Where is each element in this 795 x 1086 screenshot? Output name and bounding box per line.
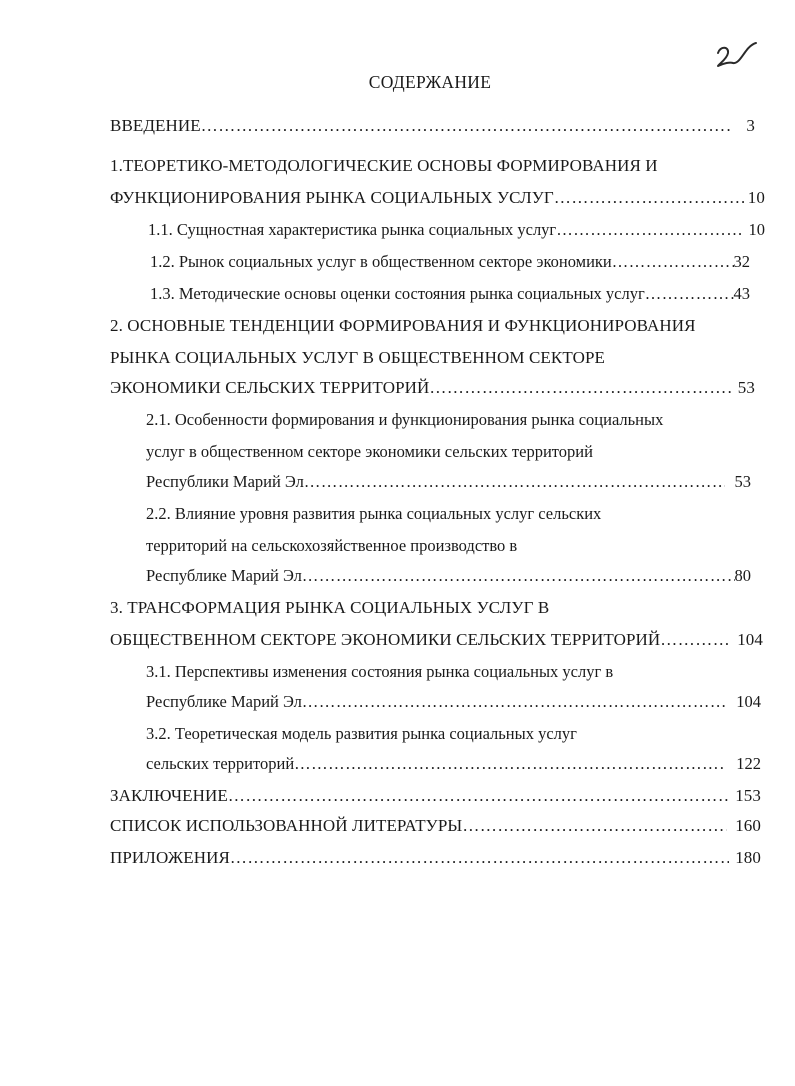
- toc-entry-page: 53: [737, 378, 755, 397]
- toc-entry-text: ФУНКЦИОНИРОВАНИЯ РЫНКА СОЦИАЛЬНЫХ УСЛУГ: [110, 188, 554, 207]
- toc-entry-page: 153: [735, 786, 761, 805]
- toc-entry-section-1-3[interactable]: [150, 282, 750, 306]
- toc-entry-section-3-2[interactable]: [146, 752, 761, 776]
- toc-entry-introduction[interactable]: [110, 114, 755, 138]
- toc-entry-section-2-2[interactable]: [146, 564, 751, 588]
- toc-chapter-2-line-2: РЫНКА СОЦИАЛЬНЫХ УСЛУГ В ОБЩЕСТВЕННОМ СЕКТОРЕ: [110, 348, 606, 367]
- toc-entry-text: Республике Марий Эл: [146, 692, 302, 711]
- toc-entry-text: Республики Марий Эл: [146, 472, 304, 491]
- toc-chapter-2-line-1: 2. ОСНОВНЫЕ ТЕНДЕНЦИИ ФОРМИРОВАНИЯ И ФУНКЦИОНИРОВАНИЯ: [110, 316, 696, 335]
- toc-section-3-2-line-1: 3.2. Теоретическая модель развития рынка социальных услуг: [146, 724, 577, 743]
- dot-leader: [228, 784, 731, 808]
- toc-entry-text: ОБЩЕСТВЕННОМ СЕКТОРЕ ЭКОНОМИКИ СЕЛЬСКИХ ТЕРРИТОРИЙ: [110, 630, 661, 649]
- toc-entry-page: 10: [747, 188, 765, 207]
- handwritten-page-number: [712, 38, 760, 74]
- toc-entry-page: 53: [734, 472, 751, 491]
- toc-entry-section-3-1[interactable]: [146, 690, 761, 714]
- toc-entry-text: ПРИЛОЖЕНИЯ: [110, 848, 230, 867]
- toc-entry-chapter-3[interactable]: [110, 628, 763, 652]
- dot-leader: [429, 376, 733, 400]
- toc-entry-section-1-2[interactable]: [150, 250, 750, 274]
- toc-entry-section-1-1[interactable]: [148, 218, 765, 242]
- toc-section-2-2-line-2: территорий на сельскохозяйственное производство в: [146, 536, 518, 555]
- toc-section-2-2-line-1: 2.2. Влияние уровня развития рынка социальных услуг сельских: [146, 504, 602, 523]
- toc-section-2-1-line-1: 2.1. Особенности формирования и функционирования рынка социальных: [146, 410, 664, 429]
- dot-leader: [230, 846, 729, 870]
- toc-entry-text: ЗАКЛЮЧЕНИЕ: [110, 786, 228, 805]
- toc-entry-page: 3: [746, 116, 755, 135]
- toc-chapter-1-line-1: 1.ТЕОРЕТИКО-МЕТОДОЛОГИЧЕСКИЕ ОСНОВЫ ФОРМИРОВАНИЯ И: [110, 156, 658, 175]
- toc-chapter-3-line-1: 3. ТРАНСФОРМАЦИЯ РЫНКА СОЦИАЛЬНЫХ УСЛУГ В: [110, 598, 550, 617]
- toc-entry-section-2-1[interactable]: [146, 470, 751, 494]
- toc-entry-page: 160: [735, 816, 761, 835]
- toc-section-2-1-line-2: услуг в общественном секторе экономики сельских территорий: [146, 442, 593, 461]
- dot-leader: [556, 218, 740, 242]
- toc-entry-page: 104: [737, 630, 763, 649]
- toc-section-3-1-line-1: 3.1. Перспективы изменения состояния рынка социальных услуг в: [146, 662, 614, 681]
- toc-entry-bibliography[interactable]: [110, 814, 761, 838]
- toc-entry-page: 104: [736, 692, 761, 711]
- dot-leader: [201, 114, 733, 138]
- dot-leader: [660, 628, 731, 652]
- dot-leader: [304, 470, 725, 494]
- toc-entry-page: 10: [748, 220, 765, 239]
- toc-entry-chapter-2[interactable]: [110, 376, 755, 400]
- dot-leader: [554, 186, 744, 210]
- handwritten-page-number-mark: [712, 38, 760, 74]
- dot-leader: [462, 814, 727, 838]
- toc-entry-text: СПИСОК ИСПОЛЬЗОВАННОЙ ЛИТЕРАТУРЫ: [110, 816, 463, 835]
- toc-entry-text: ЭКОНОМИКИ СЕЛЬСКИХ ТЕРРИТОРИЙ: [110, 378, 430, 397]
- toc-entry-text: сельских территорий: [146, 754, 295, 773]
- toc-entry-appendices[interactable]: [110, 846, 761, 870]
- toc-entry-text: ВВЕДЕНИЕ: [110, 116, 201, 135]
- toc-entry-page: 43: [733, 284, 750, 303]
- dot-leader: [294, 752, 726, 776]
- toc-entry-page: 180: [735, 848, 761, 867]
- dot-leader: [612, 250, 734, 274]
- toc-entry-page: 80: [734, 566, 751, 585]
- dot-leader: [645, 282, 734, 306]
- toc-entry-page: 32: [733, 252, 750, 271]
- toc-entry-chapter-1[interactable]: [110, 186, 765, 210]
- dot-leader: [302, 690, 726, 714]
- toc-entry-text: 1.3. Методические основы оценки состояния рынка социальных услуг: [150, 284, 645, 303]
- toc-title: СОДЕРЖАНИЕ: [368, 72, 492, 92]
- toc-entry-text: 1.1. Сущностная характеристика рынка социальных услуг: [148, 220, 557, 239]
- toc-entry-text: 1.2. Рынок социальных услуг в общественном секторе экономики: [150, 252, 612, 271]
- toc-entry-page: 122: [736, 754, 761, 773]
- toc-entry-conclusion[interactable]: [110, 784, 761, 808]
- dot-leader: [302, 564, 735, 588]
- toc-entry-text: Республике Марий Эл: [146, 566, 302, 585]
